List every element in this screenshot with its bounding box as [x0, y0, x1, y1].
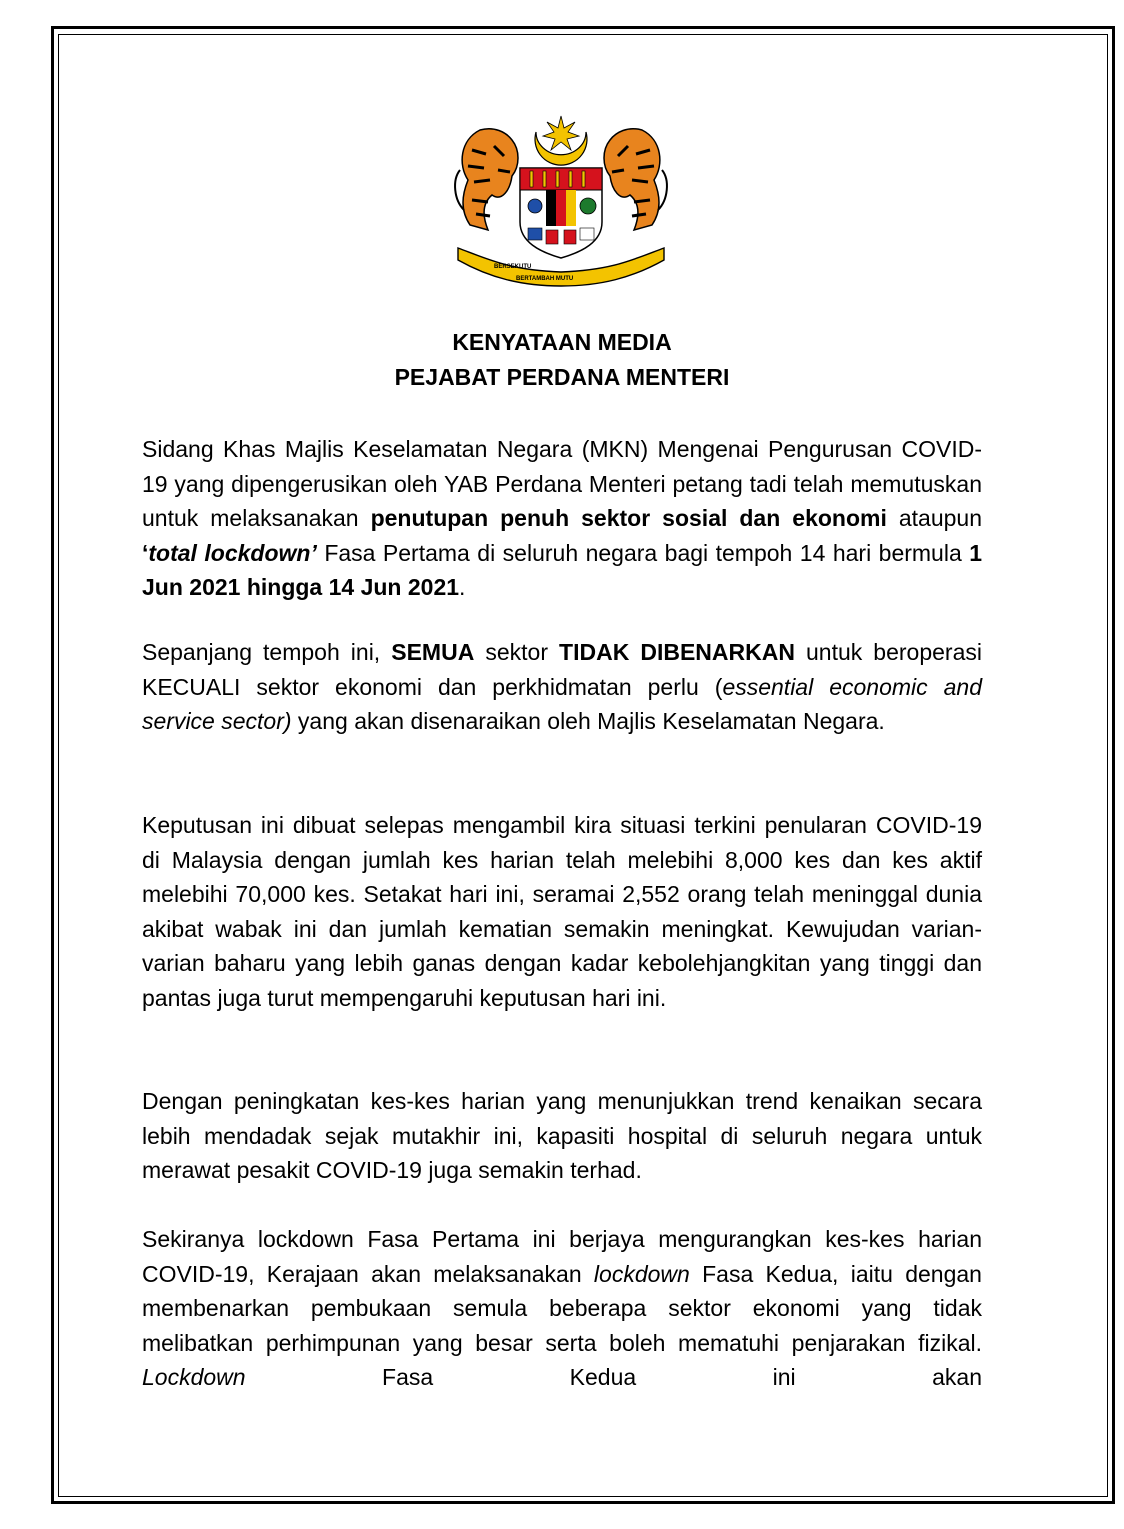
- p1-text-e: Fasa Pertama di seluruh negara bagi tempoh 14 hari bermula: [316, 539, 970, 566]
- paragraph-5: [142, 1222, 982, 1395]
- right-tiger-icon: [604, 129, 667, 230]
- p1-quote-open: ‘: [142, 539, 149, 566]
- crescent-star-icon: [535, 116, 587, 165]
- shield-icon: [520, 168, 602, 258]
- paragraph-4: Dengan peningkatan kes-kes harian yang menunjukkan trend kenaikan secara lebih mendadak sejak mutakhir ini, kapasiti hospital di seluruh negara untuk merawat pesakit COVID-19 juga semakin terhad.: [142, 1088, 982, 1183]
- paragraph-1: [142, 432, 982, 605]
- p2-text-c: sektor: [474, 639, 560, 665]
- p5-text-a: Sekiranya lockdown Fasa Pertama ini berjaya mengurangkan kes-kes harian COVID-19, Kerajaan akan melaksanakan: [142, 1226, 982, 1287]
- p5-text-e: Fasa Kedua ini akan: [245, 1364, 982, 1390]
- left-tiger-icon: [455, 129, 518, 230]
- p2-bold-semua: SEMUA: [391, 639, 475, 665]
- heading-line-1: KENYATAAN MEDIA: [452, 329, 672, 355]
- p1-total-lockdown: total lockdown’: [148, 539, 317, 566]
- p5-italic-lockdown-2: Lockdown: [142, 1364, 246, 1390]
- p5-italic-lockdown: lockdown: [593, 1260, 690, 1287]
- p2-bold-tidak-dibenarkan: TIDAK DIBENARKAN: [559, 639, 795, 665]
- p1-text-a: Sidang Khas Majlis Keselamatan Negara (MKN) Mengenai Pengurusan COVID-19 yang dipengerusikan oleh YAB Perdana Menteri petang tadi telah memutuskan untuk melaksanakan: [142, 436, 982, 531]
- motto-left-text: BERSEKUTU: [494, 264, 532, 270]
- p1-period: .: [459, 574, 466, 600]
- p2-text-a: Sepanjang tempoh ini,: [142, 639, 392, 665]
- paragraph-2: [142, 635, 982, 739]
- p2-text-e: untuk beroperasi KECUALI sektor ekonomi dan perkhidmatan perlu (: [142, 639, 982, 700]
- heading-line-2: PEJABAT PERDANA MENTERI: [394, 364, 730, 390]
- p1-text-c: ataupun: [886, 505, 983, 531]
- p5-text-c: Fasa Kedua, iaitu dengan membenarkan pembukaan semula beberapa sektor ekonomi yang tidak melibatkan perhimpunan yang besar serta boleh mematuhi penjarakan fizikal.: [142, 1260, 982, 1356]
- p2-text-g: yang akan disenaraikan oleh Majlis Keselamatan Negara.: [291, 708, 885, 734]
- motto-bottom-text: BERTAMBAH MUTU: [516, 276, 574, 282]
- paragraph-3: Keputusan ini dibuat selepas mengambil kira situasi terkini penularan COVID-19 di Malaysia dengan jumlah kes harian telah melebihi 8,000 kes dan kes aktif melebihi 70,000 kes. Setakat hari ini, seramai 2,552 orang telah meninggal dunia akibat wabak ini dan jumlah kematian semakin meningkat. Kewujudan varian-varian baharu yang lebih ganas dengan kadar kebolehjangkitan yang tinggi dan pantas juga turut mempengaruhi keputusan hari ini.: [142, 812, 982, 1011]
- p1-bold-lockdown: penutupan penuh sektor sosial dan ekonomi: [370, 505, 887, 531]
- p1-date-range: 1 Jun 2021 hingga 14 Jun 2021: [142, 539, 983, 600]
- coat-of-arms-emblem: [450, 110, 672, 288]
- p2-italic-essential: essential economic and service sector): [142, 673, 982, 734]
